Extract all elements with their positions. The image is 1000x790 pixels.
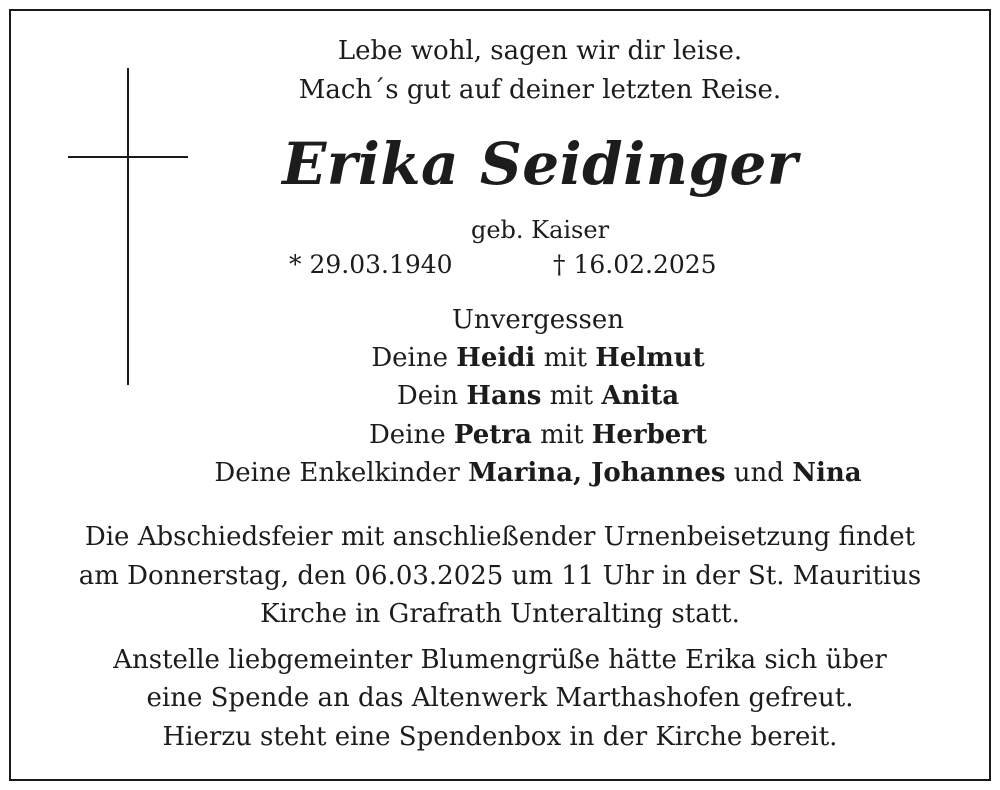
mourner-row (38, 379, 1000, 413)
deceased-name: Erika Seidinger (282, 130, 798, 198)
ceremony-line-2: am Donnerstag, den 06.03.2025 um 11 Uhr in der St. Mauritius (78, 561, 922, 591)
mourner-name: Hans (466, 381, 542, 411)
mourner-text: mit (531, 420, 592, 450)
donation-line-3: Hierzu steht eine Spendenbox in der Kirche bereit. (162, 722, 838, 752)
donation-line-1: Anstelle liebgemeinter Blumengrüße hätte Erika sich über (113, 645, 887, 675)
ceremony-line-1: Die Abschiedsfeier mit anschließender Urnenbeisetzung findet (84, 522, 916, 552)
mourner-text: mit (541, 381, 602, 411)
mourner-name: Helmut (595, 343, 705, 373)
maiden-name: geb. Kaiser (470, 216, 610, 244)
verse-line-2: Mach´s gut auf deiner letzten Reise. (298, 75, 782, 105)
mourner-row (38, 341, 1000, 375)
mourner-text: Dein (396, 381, 467, 411)
donation-line-2: eine Spende an das Altenwerk Marthashofen gefreut. (146, 683, 854, 713)
mourner-text: und (725, 458, 793, 488)
mourner-text: Deine (371, 343, 457, 373)
death-date: † 16.02.2025 (553, 250, 717, 279)
mourner-text: Deine (368, 420, 454, 450)
mourner-text: Deine Enkelkinder (214, 458, 469, 488)
mourner-text: mit (535, 343, 596, 373)
ceremony-line-3: Kirche in Grafrath Unteralting statt. (260, 599, 740, 629)
mourner-row (38, 456, 1000, 490)
mourner-name: Marina, Johannes (468, 458, 726, 488)
mourner-name: Nina (792, 458, 862, 488)
verse-line-1: Lebe wohl, sagen wir dir leise. (337, 36, 743, 66)
mourners-heading: Unvergessen (451, 305, 624, 335)
mourner-name: Heidi (456, 343, 536, 373)
birth-date: * 29.03.1940 (289, 250, 453, 279)
mourner-name: Petra (453, 420, 532, 450)
mourner-name: Herbert (591, 420, 708, 450)
mourner-name: Anita (601, 381, 680, 411)
mourner-row (38, 418, 1000, 452)
